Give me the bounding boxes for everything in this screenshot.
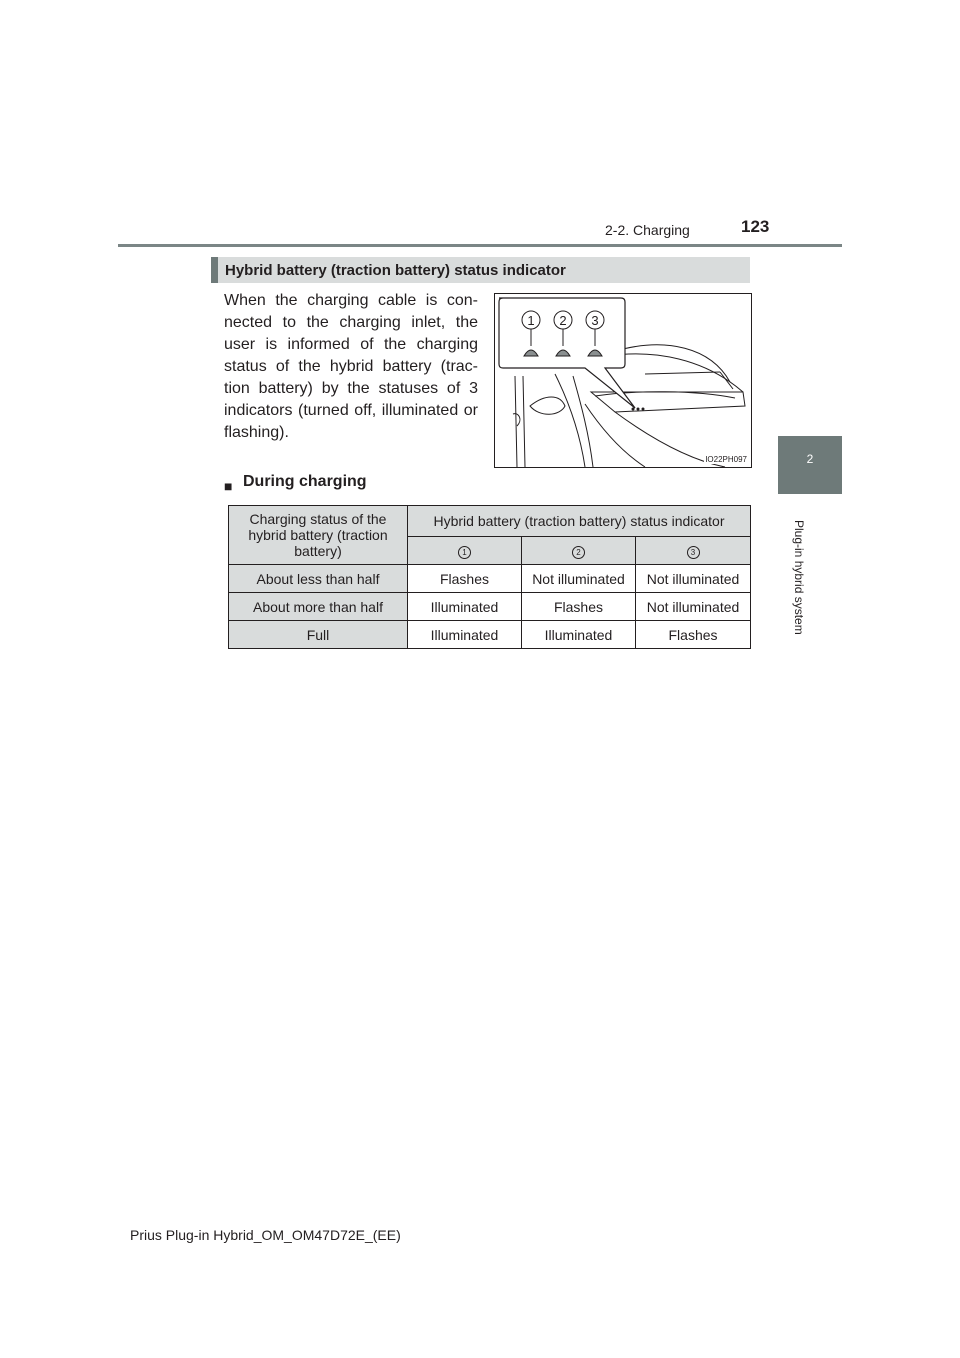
- section-title: Hybrid battery (traction battery) status indicator: [225, 262, 566, 279]
- table-row: [229, 565, 751, 593]
- table-row: [229, 621, 751, 649]
- car-charging-inlet-drawing: [495, 294, 751, 467]
- figure-code: IO22PH097: [705, 455, 747, 464]
- table-cell: Flashes: [522, 593, 636, 621]
- callout-1: 1: [527, 313, 535, 328]
- table-cell: Not illuminated: [636, 565, 751, 593]
- circled-number: 3: [687, 546, 700, 559]
- table-cell: Not illuminated: [636, 593, 751, 621]
- col-header-indicator-1: [408, 537, 522, 565]
- page-number: 123: [741, 217, 770, 236]
- subheading: During charging: [243, 473, 367, 490]
- table-cell: Full: [229, 621, 408, 649]
- col-header-indicator-group: Hybrid battery (traction battery) status indicator: [408, 506, 751, 537]
- body-paragraph: When the charging cable is con-nected to the charging inlet, the user is informed of the charging status of the hybrid battery (trac-tion battery) by the statuses of 3 indicators (turned off, illuminated or flashing).: [224, 292, 478, 441]
- col-header-charging-status: Charging status of the hybrid battery (traction battery): [229, 506, 408, 565]
- callout-3: 3: [591, 313, 599, 328]
- table-cell: About less than half: [229, 565, 408, 593]
- table-cell: Not illuminated: [522, 565, 636, 593]
- table-cell: Illuminated: [408, 593, 522, 621]
- section-heading-accent: [211, 257, 218, 283]
- col-header-indicator-2: [522, 537, 636, 565]
- callout-2: 2: [559, 313, 567, 328]
- status-table: [228, 505, 751, 649]
- table-cell: Illuminated: [408, 621, 522, 649]
- table-cell: About more than half: [229, 593, 408, 621]
- table-cell: Flashes: [408, 565, 522, 593]
- circled-number: 1: [458, 546, 471, 559]
- chapter-title: Plug-in hybrid system: [792, 520, 806, 635]
- circled-number: 2: [572, 546, 585, 559]
- indicator-illustration: [494, 293, 752, 468]
- chapter-number: 2: [806, 452, 814, 466]
- footer-document-code: Prius Plug-in Hybrid_OM_OM47D72E_(EE): [130, 1227, 401, 1243]
- header-section-title: 2-2. Charging: [605, 222, 690, 238]
- table-cell: Illuminated: [522, 621, 636, 649]
- table-row: [229, 593, 751, 621]
- subheading-marker: ■: [224, 478, 233, 494]
- header-rule: [118, 244, 842, 247]
- col-header-indicator-3: [636, 537, 751, 565]
- table-cell: Flashes: [636, 621, 751, 649]
